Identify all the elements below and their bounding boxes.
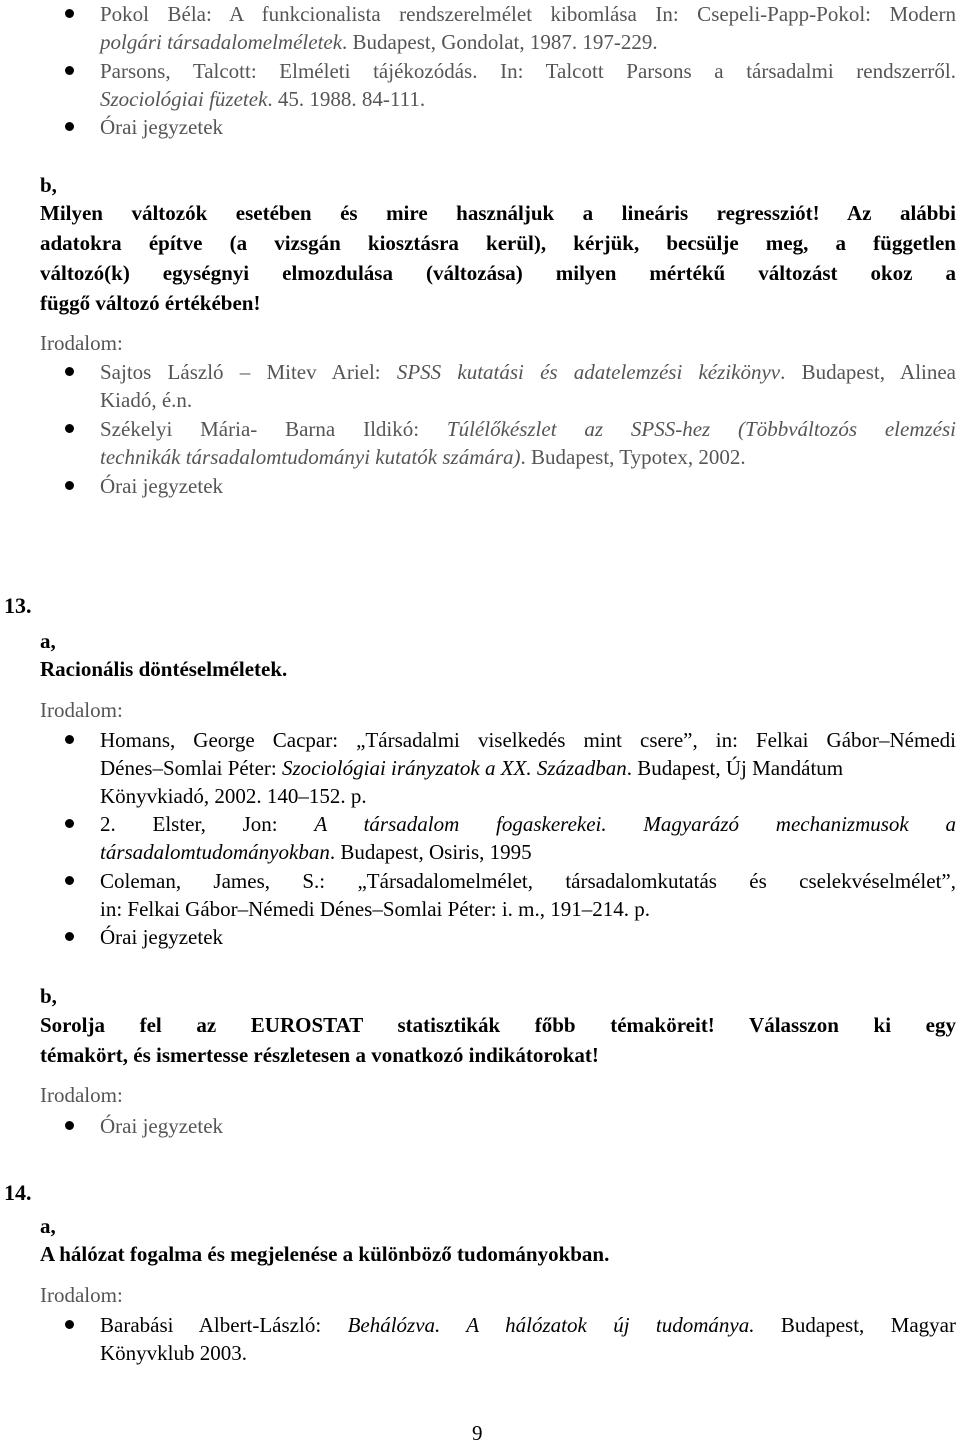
bullet-icon [65,424,74,433]
question-text-line4: függő változó értékében! [40,291,261,315]
question-text-line2: témakört, és ismertesse részletesen a vonatkozó indikátorokat! [40,1043,599,1067]
question-label-b: b, [40,984,57,1008]
topic-title: A hálózat fogalma és megjelenése a különböző tudományokban. [40,1242,610,1266]
reference-notes: Órai jegyzetek [100,115,224,139]
reference-coleman-line1: Coleman, James, S.: „Társadalomelmélet, társadalomkutatás és cselekvéselmélet”, [100,869,956,893]
section-number-13: 13. [4,593,32,618]
reference-homans-line1: Homans, George Cacpar: „Társadalmi viselkedés mint csere”, in: Felkai Gábor–Némedi [100,728,956,752]
reference-pokol-line2: polgári társadalomelméletek. Budapest, Gondolat, 1987. 197-229. [100,30,658,54]
section-number-14: 14. [4,1180,32,1205]
reference-homans-line2: Dénes–Somlai Péter: Szociológiai irányzatok a XX. Században. Budapest, Új Mandátum [100,756,844,780]
page-number: 9 [472,1421,483,1445]
question-text-line1: Sorolja fel az EUROSTAT statisztikák főbb témaköreit! Válasszon ki egy [40,1013,956,1037]
bullet-icon [65,1320,74,1329]
reference-notes: Órai jegyzetek [100,1114,224,1138]
irodalom-label: Irodalom: [40,1283,123,1307]
reference-pokol-line1: Pokol Béla: A funkcionalista rendszerelmélet kibomlása In: Csepeli-Papp-Pokol: Modern [100,2,956,26]
topic-title: Racionális döntéselméletek. [40,657,288,681]
bullet-icon [65,367,74,376]
reference-notes: Órai jegyzetek [100,474,224,498]
reference-szekelyi-line2: technikák társadalomtudományi kutatók számára). Budapest, Typotex, 2002. [100,445,746,469]
bullet-icon [65,876,74,885]
bullet-icon [65,122,74,131]
reference-coleman-line2: in: Felkai Gábor–Némedi Dénes–Somlai Péter: i. m., 191–214. p. [100,897,650,921]
question-text-line3: változó(k) egységnyi elmozdulása (változása) milyen mértékű változást okoz a [40,261,956,285]
bullet-icon [65,66,74,75]
bullet-icon [65,481,74,490]
reference-barabasi-line2: Könyvklub 2003. [100,1341,247,1365]
question-text-line2: adatokra építve (a vizsgán kiosztásra kerül), kérjük, becsülje meg, a független [40,231,956,255]
bullet-icon [65,932,74,941]
reference-elster-line1: 2. Elster, Jon: A társadalom fogaskerekei. Magyarázó mechanizmusok a [100,812,956,836]
irodalom-label: Irodalom: [40,1083,123,1107]
reference-parsons-line2: Szociológiai füzetek. 45. 1988. 84-111. [100,87,426,111]
reference-elster-line2: társadalomtudományokban. Budapest, Osiris, 1995 [100,840,532,864]
topic-label-a: a, [40,629,56,653]
reference-sajtos-line1: Sajtos László – Mitev Ariel: SPSS kutatási és adatelemzési kézikönyv. Budapest, Alinea [100,360,956,384]
topic-label-a: a, [40,1214,56,1238]
reference-parsons-line1: Parsons, Talcott: Elméleti tájékozódás. In: Talcott Parsons a társadalmi rendszerről. [100,59,956,83]
irodalom-label: Irodalom: [40,331,123,355]
question-text-line1: Milyen változók esetében és mire használjuk a lineáris regressziót! Az alábbi [40,201,956,225]
reference-notes: Órai jegyzetek [100,925,224,949]
bullet-icon [65,1121,74,1130]
reference-szekelyi-line1: Székelyi Mária- Barna Ildikó: Túlélőkészlet az SPSS-hez (Többváltozós elemzési [100,417,956,441]
bullet-icon [65,819,74,828]
bullet-icon [65,735,74,744]
bullet-icon [65,9,74,18]
question-label-b: b, [40,173,57,197]
reference-homans-line3: Könyvkiadó, 2002. 140–152. p. [100,784,367,808]
irodalom-label: Irodalom: [40,698,123,722]
reference-barabasi-line1: Barabási Albert-László: Behálózva. A hálózatok új tudománya. Budapest, Magyar [100,1313,956,1337]
reference-sajtos-line2: Kiadó, é.n. [100,388,193,412]
